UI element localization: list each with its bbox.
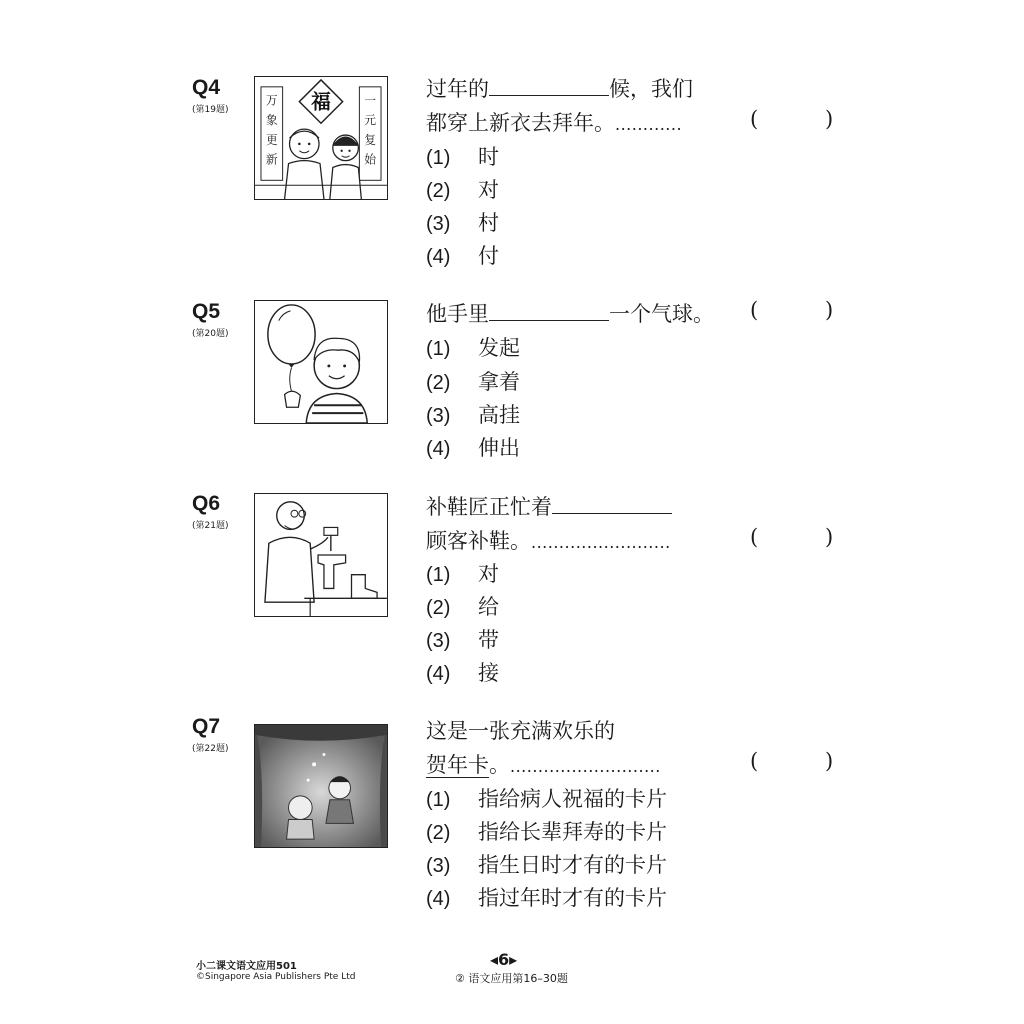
option-2: (2) 给 <box>426 595 499 619</box>
fu-character: 福 <box>311 90 331 114</box>
option-4: (4) 接 <box>426 661 499 685</box>
footer-copyright: ©Singapore Asia Publishers Pte Ltd <box>196 972 356 982</box>
underlined-term: 贺年卡 <box>426 753 489 777</box>
couplet-char: 象 <box>265 113 278 128</box>
couplet-char: 始 <box>364 152 377 167</box>
answer-parentheses: ( ) <box>750 298 834 322</box>
question-text-line-2: 顾客补鞋。......................... <box>426 529 671 553</box>
option-3: (3) 高挂 <box>426 403 520 427</box>
option-3: (3) 村 <box>426 211 499 235</box>
footer-section: ② 语文应用第16–30题 <box>455 972 568 985</box>
new-year-greeting-illustration <box>255 77 387 199</box>
question-number: Q6 <box>192 492 221 515</box>
question-subnumber: (第19题) <box>192 105 229 115</box>
question-text-line-1: 他手里 一个气球。 <box>426 302 714 326</box>
question-text-line-2: 都穿上新衣去拜年。............ <box>426 111 683 135</box>
option-1: (1) 指给病人祝福的卡片 <box>426 787 667 811</box>
couplet-char: 更 <box>265 132 278 147</box>
option-2: (2) 指给长辈拜寿的卡片 <box>426 820 667 844</box>
question-text-line-2: 贺年卡。........................... <box>426 753 661 777</box>
option-2: (2) 拿着 <box>426 370 520 394</box>
question-subnumber: (第20题) <box>192 329 229 339</box>
option-3: (3) 指生日时才有的卡片 <box>426 853 667 877</box>
answer-parentheses: ( ) <box>750 525 834 549</box>
option-1: (1) 发起 <box>426 336 520 360</box>
option-4: (4) 付 <box>426 244 499 268</box>
couplet-char: 一 <box>364 93 377 108</box>
option-4: (4) 指过年时才有的卡片 <box>426 886 667 910</box>
couplet-char: 新 <box>265 152 278 167</box>
couplet-char: 元 <box>364 113 377 128</box>
answer-parentheses: ( ) <box>750 749 834 773</box>
answer-blank <box>552 493 672 514</box>
question-text-line-1: 补鞋匠正忙着 <box>426 491 672 521</box>
boy-with-balloon-illustration <box>255 301 387 423</box>
answer-blank <box>489 300 609 321</box>
option-4: (4) 伸出 <box>426 436 520 460</box>
answer-parentheses: ( ) <box>750 107 834 131</box>
question-text-line-1: 过年的 候，我们 <box>426 77 693 101</box>
question-number: Q4 <box>192 76 221 99</box>
page-number: ◂6▸ <box>490 950 518 969</box>
question-illustration <box>254 300 388 424</box>
option-3: (3) 带 <box>426 628 499 652</box>
question-illustration <box>254 76 388 200</box>
option-1: (1) 对 <box>426 562 499 586</box>
footer-book-title: 小二课文语文应用501 <box>196 961 297 972</box>
couplet-char: 万 <box>265 93 278 108</box>
couplet-char: 复 <box>364 132 377 147</box>
option-1: (1) 时 <box>426 145 499 169</box>
question-subnumber: (第21题) <box>192 521 229 531</box>
question-illustration <box>254 493 388 617</box>
question-number: Q7 <box>192 715 221 738</box>
greeting-card-illustration <box>255 725 387 847</box>
question-number: Q5 <box>192 300 221 323</box>
cobbler-illustration <box>255 494 387 616</box>
question-subnumber: (第22题) <box>192 744 229 754</box>
question-illustration <box>254 724 388 848</box>
answer-blank <box>489 75 609 96</box>
question-text-line-1: 这是一张充满欢乐的 <box>426 719 615 743</box>
option-2: (2) 对 <box>426 178 499 202</box>
